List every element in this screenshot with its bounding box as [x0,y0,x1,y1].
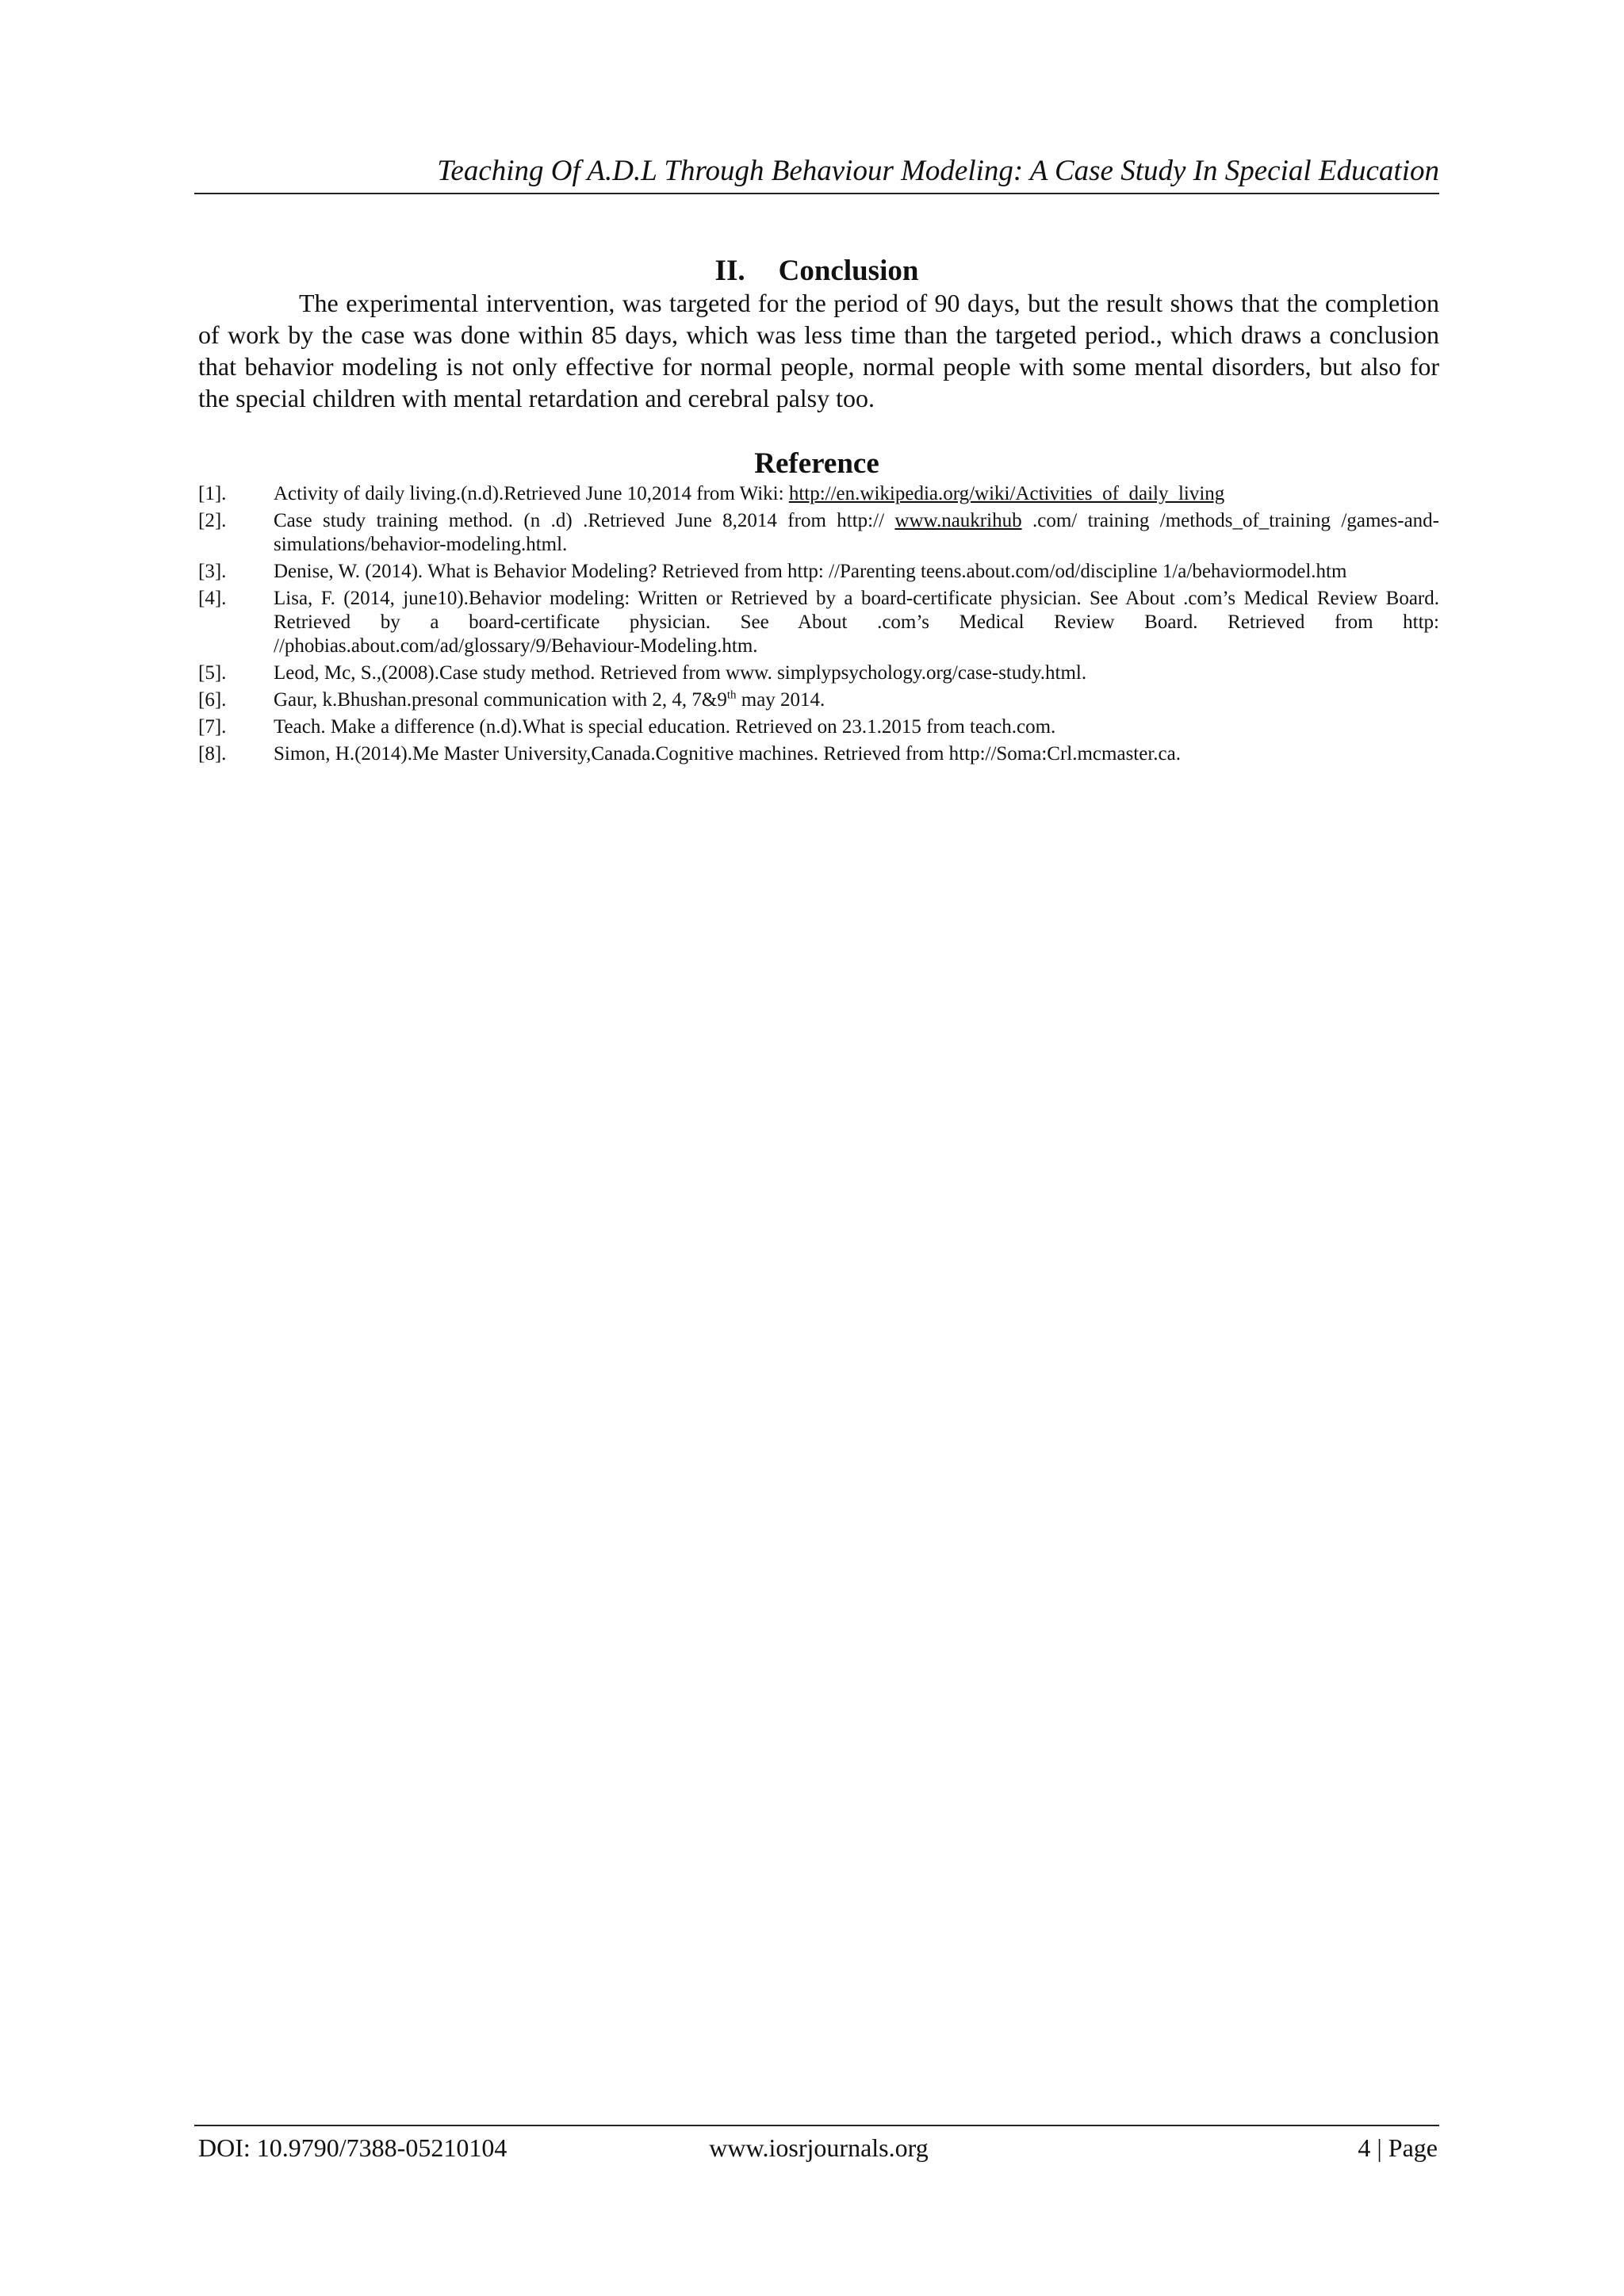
superscript: th [726,688,737,702]
reference-number: [8]. [198,743,227,765]
reference-text [274,509,1439,557]
section-title: Conclusion [778,255,919,287]
section-number: II. [714,255,745,287]
reference-item [198,509,1439,557]
footer-rule [194,2125,1439,2126]
footer-doi: DOI: 10.9790/7388-05210104 [198,2133,508,2162]
reference-text-tail: may 2014. [736,689,825,711]
page-footer [198,2132,1439,2167]
reference-item [198,661,1439,685]
footer-page-number: 4 | Page [1358,2133,1438,2162]
reference-number: [4]. [198,588,227,609]
reference-item [198,688,1439,712]
reference-list [198,482,1439,769]
reference-number: [3]. [198,561,227,582]
reference-text-body: Case study training method. (n .d) .Retrieved June 8,2014 from http:// [274,510,895,531]
footer-website[interactable]: www.iosrjournals.org [709,2133,929,2162]
reference-item [198,587,1439,658]
reference-text [274,688,1439,712]
reference-link[interactable]: www.naukrihub [894,510,1022,531]
header-rule [194,193,1439,194]
reference-text [274,482,1439,506]
section-heading [194,254,1439,289]
reference-text-tail: .com/ training /methods_of_training /games-and-simulations/behavior-modeling.html. [274,510,1439,555]
reference-text-body: Activity of daily living.(n.d).Retrieved June 10,2014 from Wiki: [274,483,789,504]
reference-text: Leod, Mc, S.,(2008).Case study method. Retrieved from www. simplypsychology.org/case-study.html. [274,662,1087,684]
reference-text-body: Gaur, k.Bhushan.presonal communication with 2, 4, 7&9 [274,689,727,711]
reference-number: [5]. [198,662,227,684]
reference-text: Simon, H.(2014).Me Master University,Canada.Cognitive machines. Retrieved from http://Soma:Crl.mcmaster.ca. [274,743,1181,765]
reference-text: Lisa, F. (2014, june10).Behavior modeling: Written or Retrieved by a board-certificate physician. See About .com’s Medical Review Board. Retrieved by a board-certificate physician. See About .com’s Medical Review Board. Retrieved from http: //phobias.about.com/ad/glossary/9/Behaviour-Modeling.htm. [274,588,1439,657]
reference-item [198,482,1439,506]
reference-number: [7]. [198,716,227,738]
reference-item [198,742,1439,766]
running-header-title: Teaching Of A.D.L Through Behaviour Modeling: A Case Study In Special Education [437,155,1439,187]
reference-number: [2]. [198,510,227,531]
reference-link[interactable]: http://en.wikipedia.org/wiki/Activities_of_daily_living [788,483,1225,504]
reference-item [198,560,1439,584]
reference-item [198,715,1439,739]
reference-number: [6]. [198,689,227,711]
reference-text: Denise, W. (2014). What is Behavior Modeling? Retrieved from http: //Parenting teens.about.com/od/discipline 1/a/behaviormodel.htm [274,561,1347,582]
references-heading: Reference [754,447,879,480]
conclusion-paragraph: The experimental intervention, was targeted for the period of 90 days, but the result shows that the completion of work by the case was done within 85 days, which was less time than the targeted period., which draws a conclusion that behavior modeling is not only effective for normal people, normal people with some mental disorders, but also for the special children with mental retardation and cerebral palsy too. [198,289,1439,412]
reference-text: Teach. Make a difference (n.d).What is special education. Retrieved on 23.1.2015 from teach.com. [274,716,1056,738]
reference-number: [1]. [198,483,227,504]
